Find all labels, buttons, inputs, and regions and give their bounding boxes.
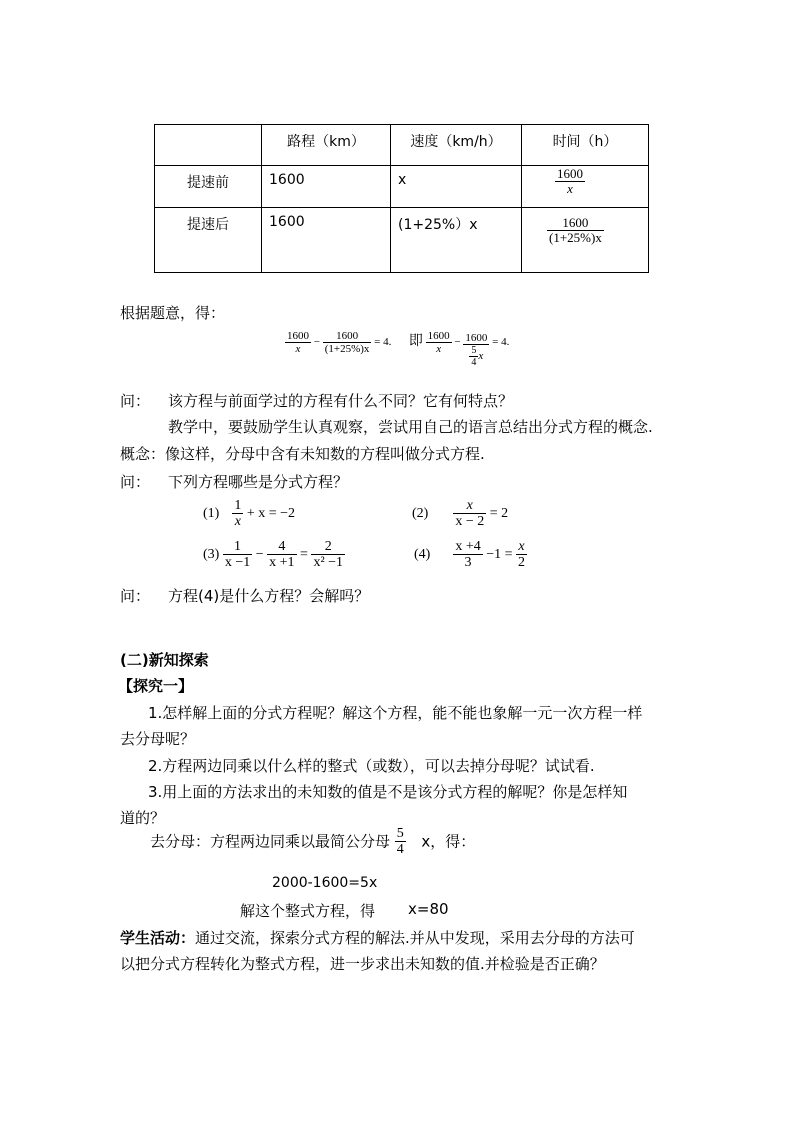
variable-x: x <box>478 350 484 363</box>
fraction-denominator: x <box>567 181 573 197</box>
fraction-denominator: x − 2 <box>455 514 485 530</box>
table-header-time: 时间（h） <box>522 125 649 166</box>
time-after-fraction <box>547 216 604 246</box>
fraction <box>311 539 345 571</box>
fraction-denominator: 2 <box>518 555 526 571</box>
equation-line <box>285 330 509 368</box>
table-row <box>155 208 649 273</box>
fraction <box>267 539 296 571</box>
activity-line-1 <box>120 927 635 948</box>
minus-sign: − <box>313 336 320 349</box>
equation-middle: −1 = <box>486 547 513 563</box>
equation-label: (4) <box>414 547 431 563</box>
question-1-label: 问： <box>120 392 151 410</box>
section-title: (二)新知探索 <box>120 651 209 669</box>
fraction-numerator: 4 <box>267 539 296 555</box>
fraction <box>453 498 486 530</box>
ji-label: 即 <box>408 333 423 350</box>
fraction-numerator: 1600 <box>465 332 488 344</box>
activity-line-2: 以把分式方程转化为整式方程，进一步求出未知数的值.并检验是否正确？ <box>120 955 605 973</box>
fraction-denominator: 3 <box>464 555 472 571</box>
paragraph-3-line-1: 3.用上面的方法求出的未知数的值是不是该分式方程的解呢？你是怎样知 <box>148 783 628 801</box>
solve-text: 解这个整式方程，得 <box>240 902 376 920</box>
equation-tail: = 2 <box>489 506 509 522</box>
fraction-denominator: 4 <box>396 842 404 858</box>
speed-before: x <box>391 166 522 208</box>
equation-fraction-1 <box>285 330 311 355</box>
paragraph-2: 2.方程两边同乘以什么样的整式（或数），可以去掉分母呢？试试看. <box>148 757 595 775</box>
minus-sign: − <box>255 547 264 563</box>
minus-sign: − <box>454 336 461 349</box>
time-before-fraction <box>555 167 585 197</box>
table-header-speed: 速度（km/h） <box>391 125 522 166</box>
fraction-numerator: 1600 <box>557 166 583 181</box>
teaching-note: 教学中，要鼓励学生认真观察，尝试用自己的语言总结出分式方程的概念. <box>168 418 653 436</box>
fraction-numerator: 1600 <box>427 330 450 342</box>
fraction <box>232 498 243 530</box>
fraction-numerator: 2 <box>311 539 345 555</box>
row-label-after: 提速后 <box>155 208 262 273</box>
row-label-before: 提速前 <box>155 166 262 208</box>
equation-fraction-2 <box>323 330 372 355</box>
equation-tail: = 4. <box>492 336 510 349</box>
integer-equation: 2000-1600=5x <box>272 875 378 891</box>
fraction-denominator: x² −1 <box>313 555 344 571</box>
equation-3 <box>203 539 345 571</box>
activity-text: 通过交流，探索分式方程的解法.并从中发现，采用去分母的方法可 <box>195 929 635 947</box>
explore-title: 【探究一】 <box>118 677 194 695</box>
speed-table <box>154 124 649 273</box>
paragraph-1-line-2: 去分母呢？ <box>120 730 196 748</box>
fraction-denominator <box>463 345 489 368</box>
equation-label: (2) <box>412 506 429 522</box>
fraction <box>223 539 252 571</box>
table-row <box>155 166 649 208</box>
fraction-numerator: 5 <box>471 345 477 357</box>
speed-after: (1+25%）x <box>391 208 522 273</box>
fraction-numerator: x +4 <box>455 539 481 554</box>
fraction <box>453 539 482 571</box>
table-header-empty <box>155 125 262 166</box>
fraction-numerator: 1 <box>223 539 252 555</box>
time-after <box>522 208 649 273</box>
table-header-distance: 路程（km） <box>262 125 391 166</box>
fraction-denominator: x −1 <box>224 555 251 571</box>
concept-definition: 概念：像这样，分母中含有未知数的方程叫做分式方程. <box>120 445 485 463</box>
denominator-fraction <box>395 826 406 858</box>
fraction-numerator: 1600 <box>287 330 309 342</box>
activity-label: 学生活动： <box>120 929 196 947</box>
table-header-row <box>155 125 649 166</box>
distance-after: 1600 <box>262 208 391 273</box>
distance-before: 1600 <box>262 166 391 208</box>
fraction-numerator: 1 <box>234 498 242 513</box>
fraction-denominator: (1+25%)x <box>324 343 370 356</box>
question-3-text: 方程(4)是什么方程？会解吗？ <box>168 587 370 605</box>
question-2-text: 下列方程哪些是分式方程？ <box>168 473 349 491</box>
question-1-text: 该方程与前面学过的方程有什么不同？它有何特点？ <box>168 392 514 410</box>
equation-tail: + x = −2 <box>246 506 296 522</box>
question-2-label: 问： <box>120 473 151 491</box>
equation-fraction-4 <box>463 332 489 368</box>
step-line <box>150 826 475 858</box>
fraction-numerator: x <box>516 539 527 555</box>
question-3-label: 问： <box>120 587 151 605</box>
time-before <box>522 166 649 208</box>
step-prefix: 去分母：方程两边同乘以最简公分母 <box>150 832 391 851</box>
equation-2 <box>412 498 508 530</box>
fraction-denominator: 4 <box>471 357 477 369</box>
equation-1 <box>203 498 295 530</box>
fraction-numerator: 1600 <box>323 330 372 343</box>
fraction-denominator: (1+25%)x <box>549 230 602 246</box>
solve-result: x=80 <box>408 900 449 918</box>
fraction-denominator: x <box>295 343 301 356</box>
fraction <box>516 539 527 571</box>
fraction-denominator: x <box>436 343 442 356</box>
paragraph-1-line-1: 1.怎样解上面的分式方程呢？解这个方程，能不能也象解一元一次方程一样 <box>148 704 643 722</box>
equation-label: (3) <box>203 547 220 563</box>
equation-fraction-3 <box>426 330 452 355</box>
equals-sign: = <box>300 547 308 563</box>
fraction-numerator: 1600 <box>547 216 604 231</box>
step-suffix: x，得： <box>421 832 476 851</box>
intro-text: 根据题意，得： <box>120 304 226 322</box>
paragraph-3-line-2: 道的？ <box>120 809 166 827</box>
equation-label: (1) <box>203 506 220 522</box>
fraction-denominator: x <box>234 514 241 530</box>
fraction-numerator: 5 <box>396 826 404 841</box>
fraction-denominator: x +1 <box>269 555 295 571</box>
equation-tail: = 4. <box>374 336 392 349</box>
fraction-numerator: x <box>453 498 486 514</box>
equation-4 <box>414 539 527 571</box>
